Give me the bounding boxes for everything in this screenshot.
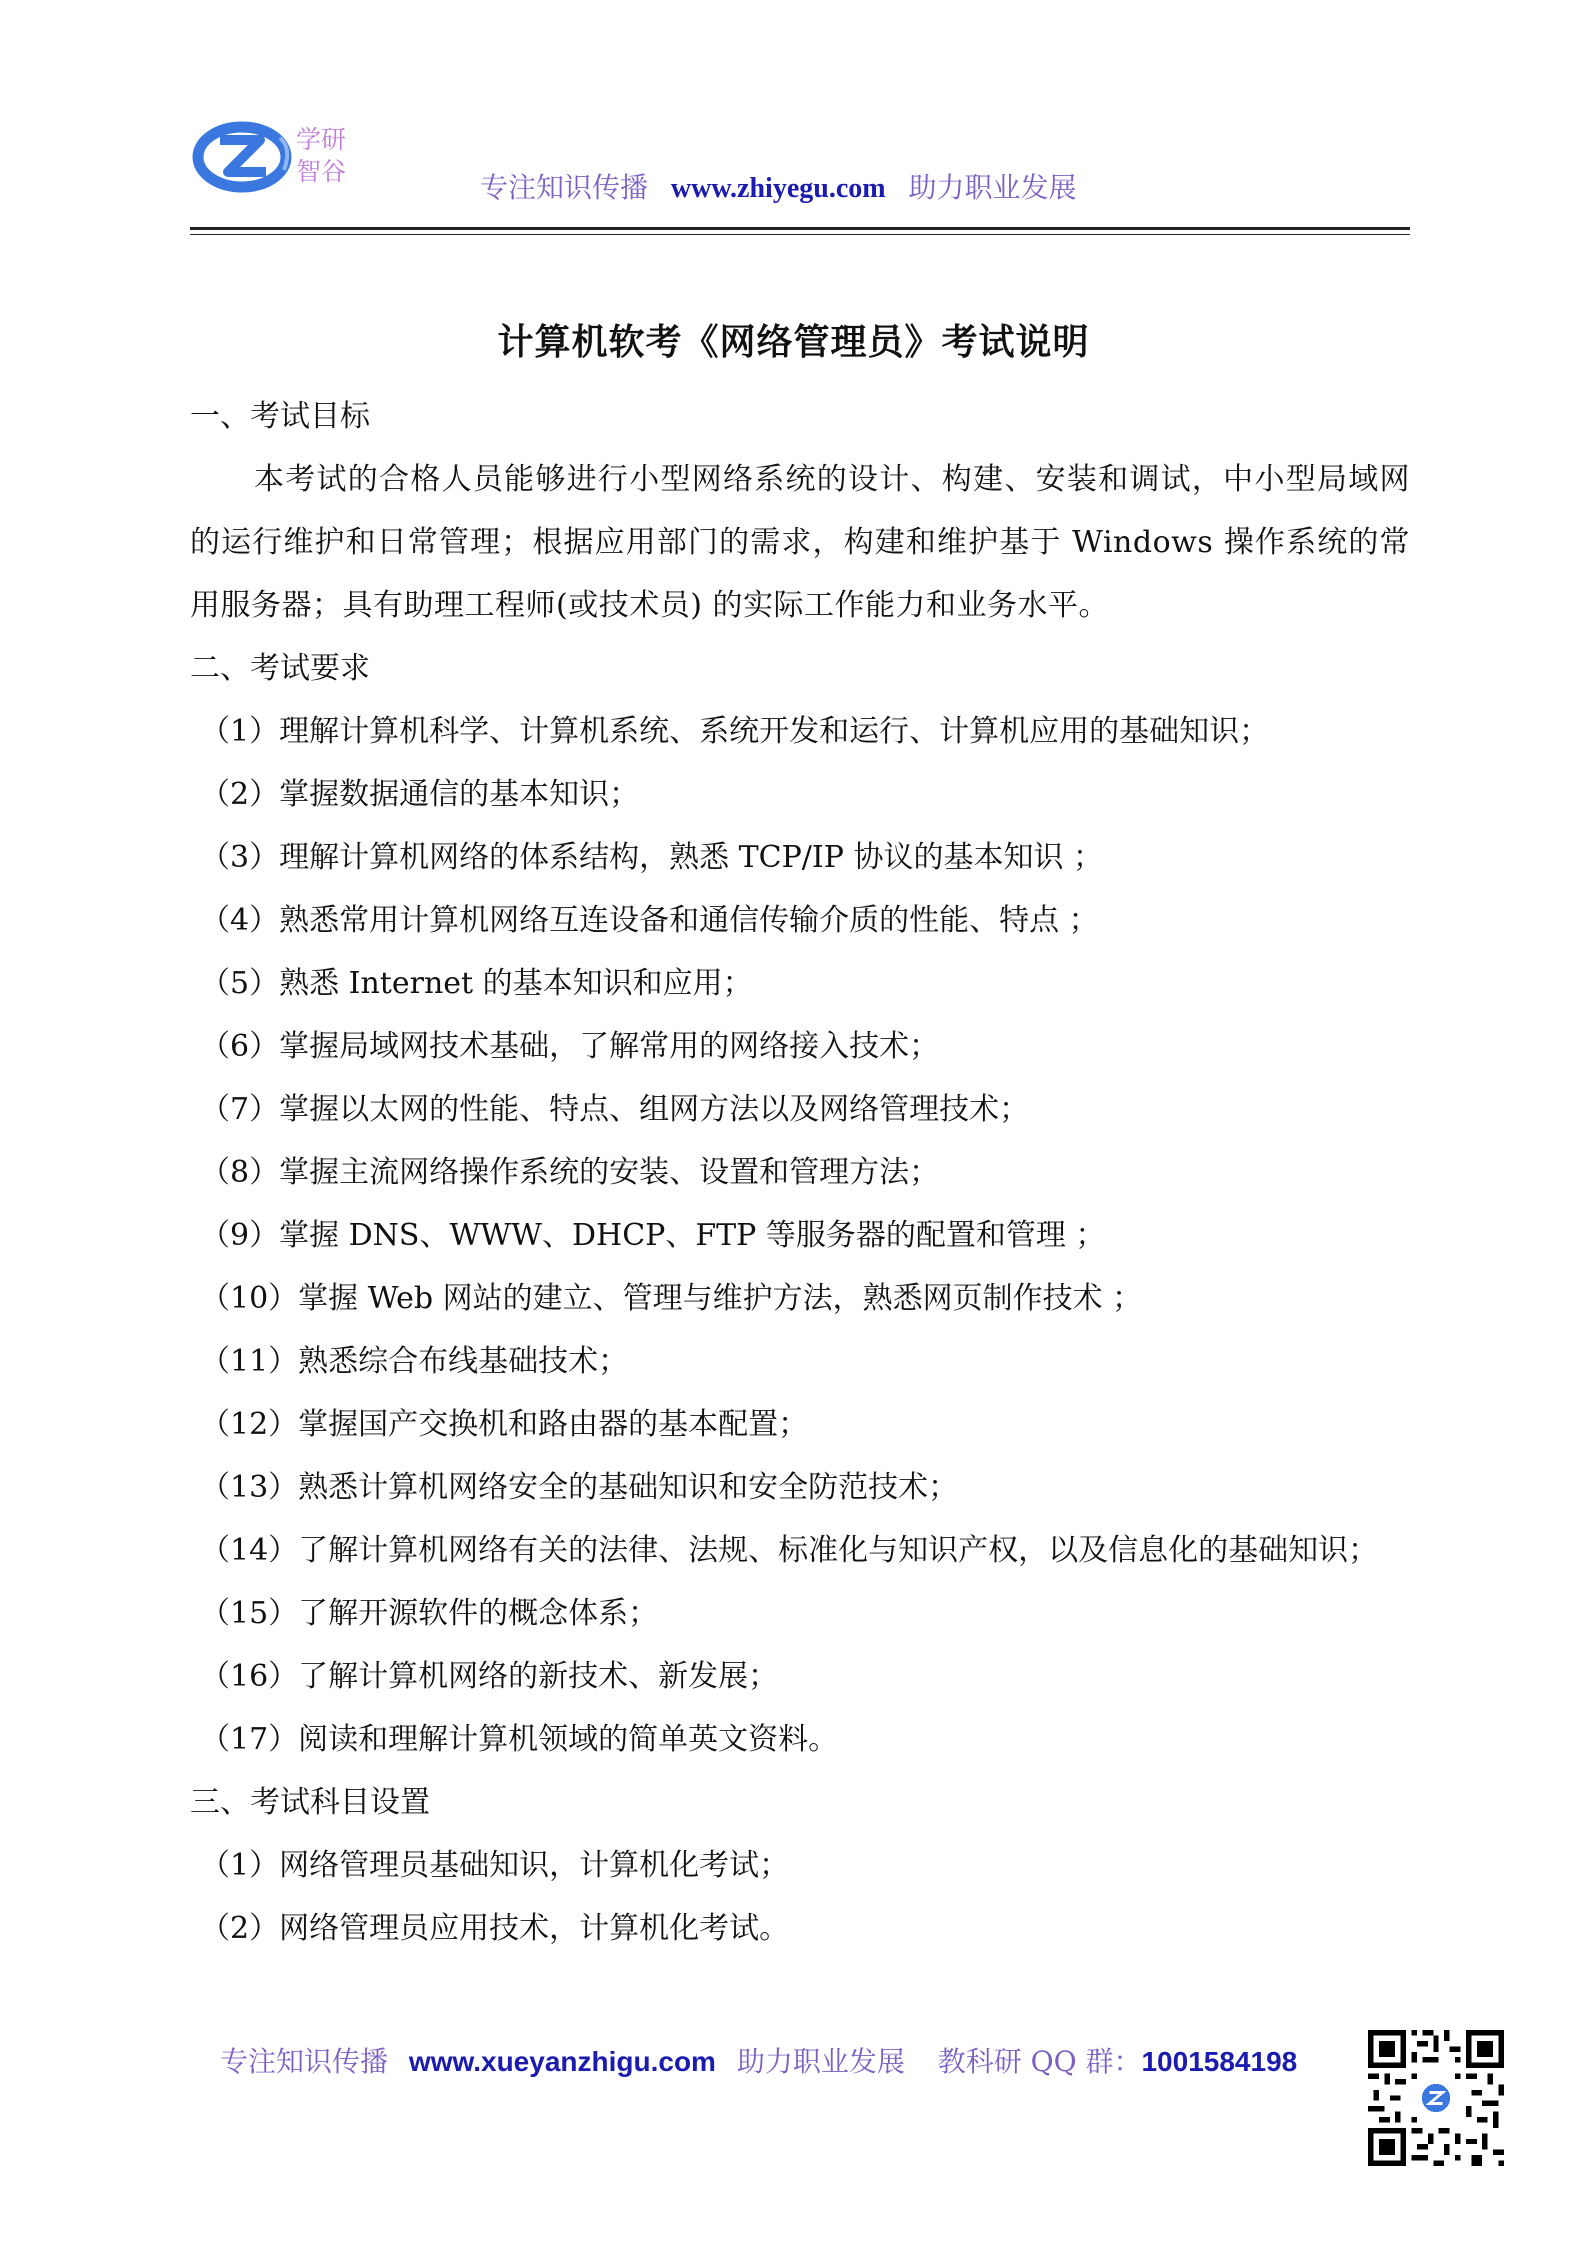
list-item: （4）熟悉常用计算机网络互连设备和通信传输介质的性能、特点 ； <box>200 903 1099 938</box>
list-item: （1）网络管理员基础知识，计算机化考试； <box>200 1848 790 1883</box>
list-item: （11）熟悉综合布线基础技术； <box>200 1344 629 1379</box>
qr-code-icon <box>1368 2030 1504 2166</box>
list-item: （12）掌握国产交换机和路由器的基本配置； <box>200 1407 809 1442</box>
header-url-link[interactable]: www.zhiyegu.com <box>670 173 886 204</box>
list-item: （6）掌握局域网技术基础，了解常用的网络接入技术； <box>200 1029 940 1064</box>
document-title: 计算机软考《网络管理员》考试说明 <box>497 321 1090 363</box>
list-item: （17）阅读和理解计算机领域的简单英文资料。 <box>200 1722 839 1757</box>
footer-tagline <box>220 2040 1297 2080</box>
list-item: （2）掌握数据通信的基本知识； <box>200 777 640 812</box>
section-heading: 一、考试目标 <box>190 399 370 434</box>
section-heading: 三、考试科目设置 <box>190 1785 430 1820</box>
qq-group-number: 1001584198 <box>1141 2046 1298 2077</box>
footer-tagline-left: 专注知识传播 <box>220 2045 389 2078</box>
list-item: （16）了解计算机网络的新技术、新发展； <box>200 1659 779 1694</box>
list-item: （8）掌握主流网络操作系统的安装、设置和管理方法； <box>200 1155 940 1190</box>
list-item: （5）熟悉 Internet 的基本知识和应用； <box>200 966 753 1001</box>
footer-tagline-right: 助力职业发展 <box>736 2045 905 2078</box>
list-item: （1）理解计算机科学、计算机系统、系统开发和运行、计算机应用的基础知识； <box>200 714 1270 749</box>
list-item: （10）掌握 Web 网站的建立、管理与维护方法，熟悉网页制作技术 ； <box>200 1281 1143 1316</box>
header-divider-thick <box>190 227 1410 230</box>
list-item: （2）网络管理员应用技术，计算机化考试。 <box>200 1911 790 1946</box>
header-divider-thin <box>190 234 1410 235</box>
list-item: （9）掌握 DNS、WWW、DHCP、FTP 等服务器的配置和管理 ； <box>200 1218 1106 1253</box>
section-heading: 二、考试要求 <box>190 651 370 686</box>
list-item: （14）了解计算机网络有关的法律、法规、标准化与知识产权，以及信息化的基础知识； <box>200 1533 1379 1568</box>
section-paragraph: 本考试的合格人员能够进行小型网络系统的设计、构建、安装和调试，中小型局域网的运行维护和日常管理；根据应用部门的需求，构建和维护基于 Windows 操作系统的常用服务器；具有助理工程师(或技术员) 的实际工作能力和业务水平。 <box>190 462 1410 623</box>
header-tagline-right: 助力职业发展 <box>908 171 1077 204</box>
qq-group-label: 教科研 QQ 群： <box>937 2045 1142 2078</box>
list-item: （13）熟悉计算机网络安全的基础知识和安全防范技术； <box>200 1470 959 1505</box>
logo-text-line1: 学研 <box>296 125 347 154</box>
logo-text <box>296 124 346 188</box>
list-item: （3）理解计算机网络的体系结构，熟悉 TCP/IP 协议的基本知识 ； <box>200 840 1103 875</box>
document-body <box>190 385 1410 1960</box>
list-item: （7）掌握以太网的性能、特点、组网方法以及网络管理技术； <box>200 1092 1030 1127</box>
header-tagline-left: 专注知识传播 <box>480 171 649 204</box>
header-tagline <box>480 166 1077 206</box>
footer-url-link[interactable]: www.xueyanzhigu.com <box>408 2046 716 2077</box>
list-item: （15）了解开源软件的概念体系； <box>200 1596 659 1631</box>
logo-text-line2: 智谷 <box>296 157 347 186</box>
